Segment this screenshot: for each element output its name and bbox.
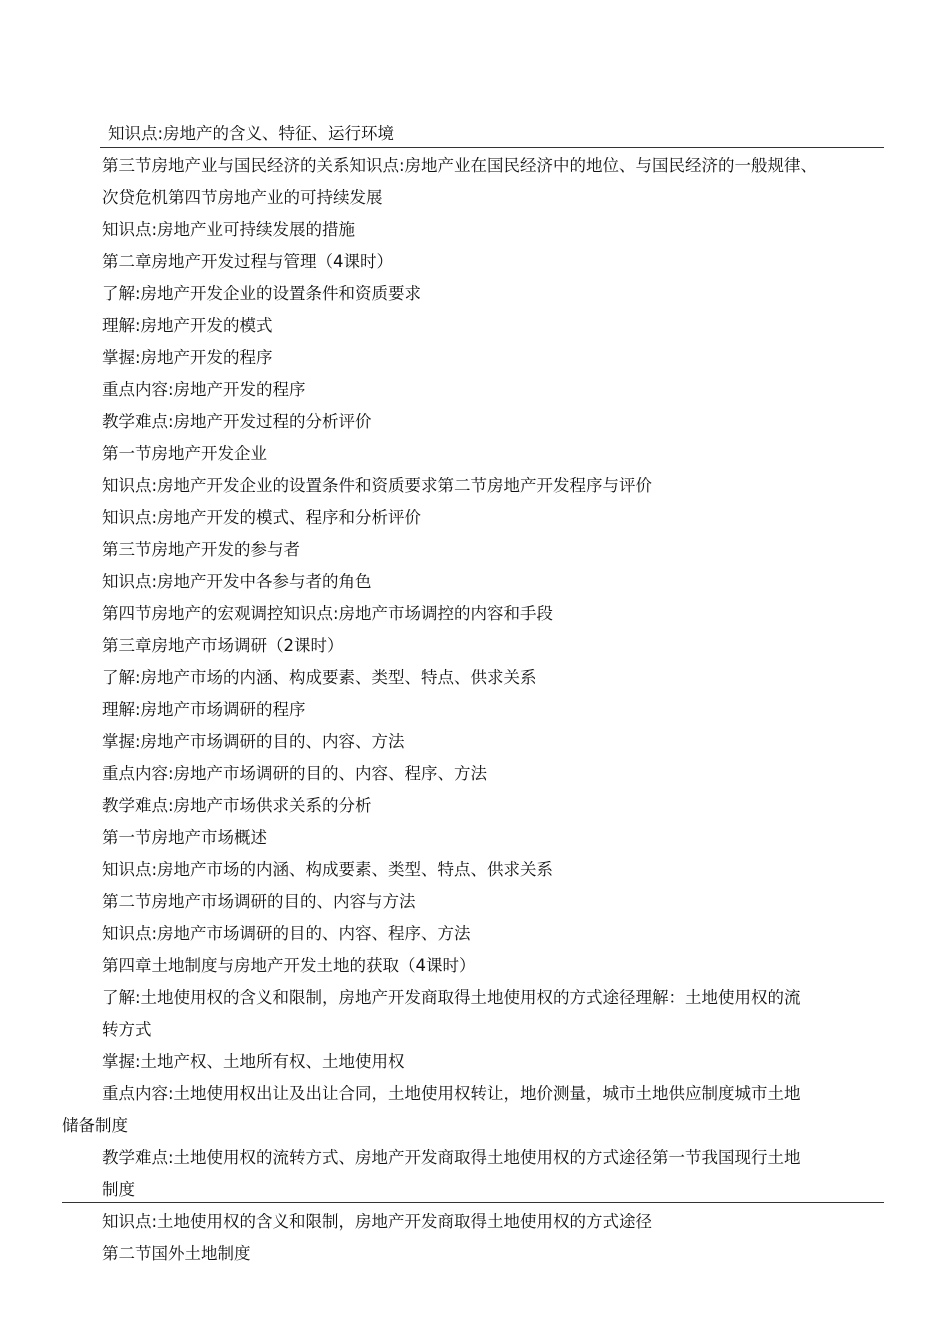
text-line: 知识点:房地产市场的内涵、构成要素、类型、特点、供求关系: [102, 860, 554, 879]
section-heading: 第三节房地产开发的参与者: [102, 540, 300, 559]
text-line: 理解:房地产开发的模式: [102, 316, 273, 335]
text-line: 掌握:土地产权、土地所有权、土地使用权: [102, 1052, 405, 1071]
section-heading: 第二节国外土地制度: [102, 1244, 251, 1263]
text-line: 知识点:房地产开发的模式、程序和分析评价: [102, 508, 422, 527]
section-heading: 第一节房地产市场概述: [102, 828, 267, 847]
text-line: 重点内容:房地产开发的程序: [102, 380, 306, 399]
text-line: 重点内容:土地使用权出让及出让合同，土地使用权转让，地价测量，城市土地供应制度城市土地: [102, 1084, 801, 1103]
section-heading: 第二节房地产市场调研的目的、内容与方法: [102, 892, 416, 911]
text-line: 知识点:房地产开发中各参与者的角色: [102, 572, 372, 591]
horizontal-rule: [62, 1202, 884, 1203]
text-line: 储备制度: [62, 1116, 128, 1135]
horizontal-rule: [100, 147, 884, 148]
text-line: 了解:房地产开发企业的设置条件和资质要求: [102, 284, 422, 303]
text-line: 知识点:土地使用权的含义和限制，房地产开发商取得土地使用权的方式途径: [102, 1212, 653, 1231]
text-line: 知识点:房地产的含义、特征、运行环境: [108, 124, 395, 143]
text-line: 了解:土地使用权的含义和限制，房地产开发商取得土地使用权的方式途径理解：土地使用权的流: [102, 988, 801, 1007]
text-line: 第三节房地产业与国民经济的关系知识点:房地产业在国民经济中的地位、与国民经济的一般规律、: [102, 156, 818, 175]
text-line: 重点内容:房地产市场调研的目的、内容、程序、方法: [102, 764, 488, 783]
text-line: 知识点:房地产市场调研的目的、内容、程序、方法: [102, 924, 471, 943]
text-line: 教学难点:房地产市场供求关系的分析: [102, 796, 372, 815]
text-line: 教学难点:土地使用权的流转方式、房地产开发商取得土地使用权的方式途径第一节我国现行土地: [102, 1148, 801, 1167]
text-line: 知识点:房地产业可持续发展的措施: [102, 220, 356, 239]
text-line: 掌握:房地产市场调研的目的、内容、方法: [102, 732, 405, 751]
text-line: 次贷危机第四节房地产业的可持续发展: [102, 188, 383, 207]
text-line: 第四节房地产的宏观调控知识点:房地产市场调控的内容和手段: [102, 604, 554, 623]
chapter-heading: 第三章房地产市场调研（2课时）: [102, 636, 344, 655]
text-line: 转方式: [102, 1020, 152, 1039]
text-line: 知识点:房地产开发企业的设置条件和资质要求第二节房地产开发程序与评价: [102, 476, 653, 495]
text-line: 制度: [102, 1180, 135, 1199]
section-heading: 第一节房地产开发企业: [102, 444, 267, 463]
text-line: 了解:房地产市场的内涵、构成要素、类型、特点、供求关系: [102, 668, 537, 687]
chapter-heading: 第二章房地产开发过程与管理（4课时）: [102, 252, 393, 271]
text-line: 教学难点:房地产开发过程的分析评价: [102, 412, 372, 431]
text-line: 理解:房地产市场调研的程序: [102, 700, 306, 719]
chapter-heading: 第四章土地制度与房地产开发土地的获取（4课时）: [102, 956, 476, 975]
text-line: 掌握:房地产开发的程序: [102, 348, 273, 367]
